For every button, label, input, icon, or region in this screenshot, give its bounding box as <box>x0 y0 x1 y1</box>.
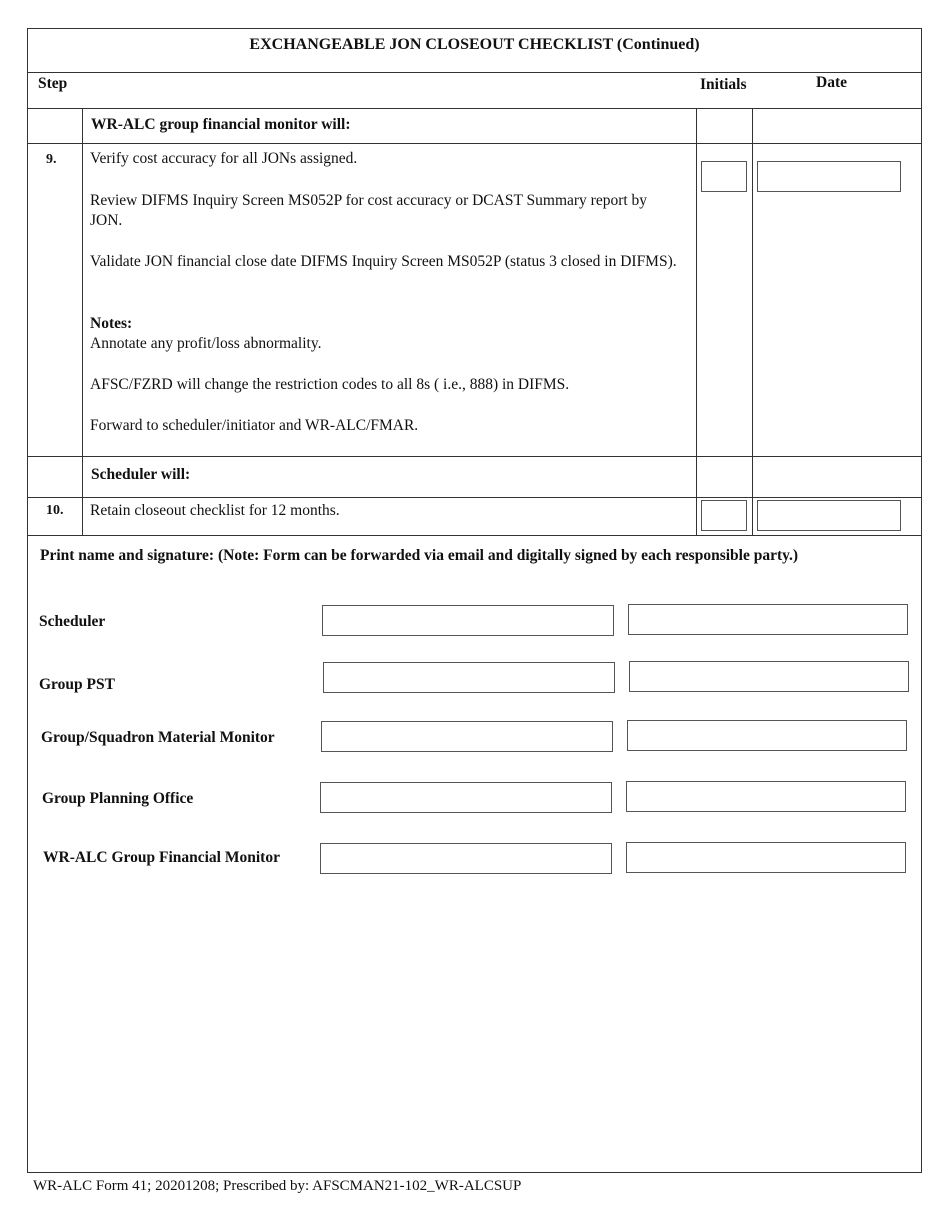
step10-initials-field[interactable] <box>701 500 747 531</box>
role-label-group-pst: Group PST <box>39 676 115 693</box>
step9-notes-label: Notes: <box>90 315 133 332</box>
section-heading-scheduler: Scheduler will: <box>91 466 191 483</box>
step-number-9: 9. <box>46 152 57 167</box>
financial-monitor-signature-field[interactable] <box>626 842 906 873</box>
divider <box>696 108 697 535</box>
role-label-planning-office: Group Planning Office <box>42 790 194 807</box>
divider <box>82 108 83 535</box>
step10-date-field[interactable] <box>757 500 901 531</box>
divider <box>28 143 921 144</box>
step9-line3: Validate JON financial close date DIFMS Inquiry Screen MS052P (status 3 closed in DIFMS). <box>90 253 677 270</box>
planning-office-name-field[interactable] <box>320 782 612 813</box>
divider <box>28 72 921 73</box>
financial-monitor-name-field[interactable] <box>320 843 612 874</box>
planning-office-signature-field[interactable] <box>626 781 906 812</box>
role-label-financial-monitor: WR-ALC Group Financial Monitor <box>43 849 280 866</box>
step9-line1: Verify cost accuracy for all JONs assigned. <box>90 150 358 167</box>
divider <box>28 535 921 536</box>
role-label-scheduler: Scheduler <box>39 613 106 630</box>
group-pst-name-field[interactable] <box>323 662 615 693</box>
step9-line2: Review DIFMS Inquiry Screen MS052P for cost accuracy or DCAST Summary report by JON. <box>90 192 648 229</box>
step-number-10: 10. <box>46 503 64 518</box>
step10-line1: Retain closeout checklist for 12 months. <box>90 502 340 519</box>
divider <box>28 108 921 109</box>
material-monitor-name-field[interactable] <box>321 721 613 752</box>
step9-note1: Annotate any profit/loss abnormality. <box>90 335 322 352</box>
group-pst-signature-field[interactable] <box>629 661 909 692</box>
header-initials: Initials <box>700 76 747 93</box>
step9-note3: Forward to scheduler/initiator and WR-ALC/FMAR. <box>90 417 419 434</box>
header-date: Date <box>816 74 847 91</box>
signature-heading: Print name and signature: (Note: Form can be forwarded via email and digitally signed by each responsible party.) <box>40 547 799 564</box>
divider <box>28 456 921 457</box>
material-monitor-signature-field[interactable] <box>627 720 907 751</box>
step9-date-field[interactable] <box>757 161 901 192</box>
form-footer: WR-ALC Form 41; 20201208; Prescribed by: AFSCMAN21-102_WR-ALCSUP <box>33 1178 522 1194</box>
divider <box>752 108 753 535</box>
form-title: EXCHANGEABLE JON CLOSEOUT CHECKLIST (Continued) <box>249 36 700 53</box>
step9-initials-field[interactable] <box>701 161 747 192</box>
step9-note2: AFSC/FZRD will change the restriction codes to all 8s ( i.e., 888) in DIFMS. <box>90 376 570 393</box>
header-step: Step <box>38 75 68 92</box>
scheduler-name-field[interactable] <box>322 605 614 636</box>
divider <box>28 497 921 498</box>
scheduler-signature-field[interactable] <box>628 604 908 635</box>
role-label-material-monitor: Group/Squadron Material Monitor <box>41 729 275 746</box>
section-heading-financial-monitor: WR-ALC group financial monitor will: <box>91 116 351 133</box>
